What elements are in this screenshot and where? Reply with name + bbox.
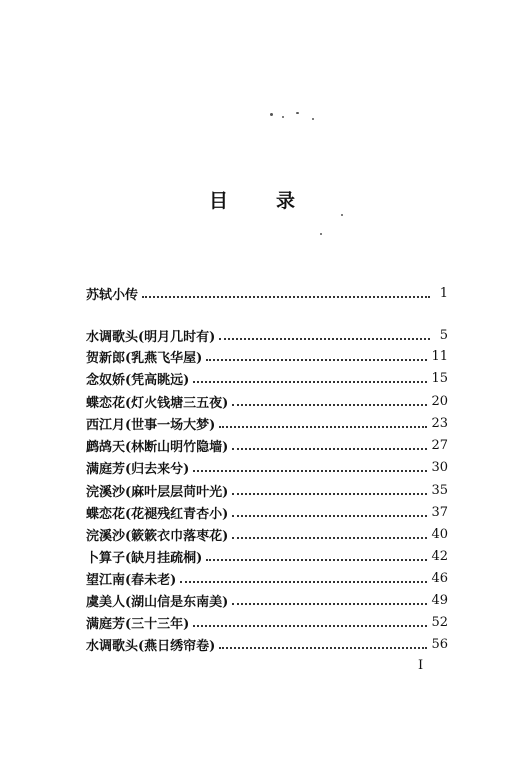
toc-entry-page: 52 bbox=[431, 614, 448, 630]
page-number: I bbox=[418, 658, 424, 673]
toc-entry-page: 40 bbox=[431, 526, 448, 542]
scan-speck bbox=[282, 116, 284, 118]
toc-entry-page: 35 bbox=[431, 482, 448, 498]
scan-speck bbox=[341, 214, 343, 216]
toc-entry-title: 卜算子(缺月挂疏桐) bbox=[86, 550, 203, 566]
dot-leader bbox=[232, 537, 427, 539]
toc-entry-page: 11 bbox=[431, 348, 448, 364]
toc-entry[interactable] bbox=[86, 413, 448, 433]
toc-entry-title: 贺新郎(乳燕飞华屋) bbox=[86, 350, 203, 366]
dot-leader bbox=[232, 515, 427, 517]
toc-entry-title: 西江月(世事一场大梦) bbox=[86, 417, 216, 433]
toc-entry-page: 46 bbox=[431, 570, 448, 586]
toc-entry[interactable] bbox=[86, 480, 448, 500]
toc-entry[interactable] bbox=[86, 524, 448, 544]
toc-entry-page: 30 bbox=[431, 459, 448, 475]
toc-entry[interactable] bbox=[86, 435, 448, 455]
dot-leader bbox=[193, 625, 427, 627]
toc-entry-title: 满庭芳(归去来兮) bbox=[86, 461, 190, 477]
toc-entry[interactable] bbox=[86, 283, 448, 303]
toc-entry[interactable] bbox=[86, 391, 448, 411]
title-char-left: 目 bbox=[208, 190, 230, 212]
toc-entry[interactable] bbox=[86, 546, 448, 566]
toc-entry-page: 1 bbox=[439, 285, 448, 301]
toc-entry-page: 37 bbox=[431, 504, 448, 520]
toc-entry-title: 满庭芳(三十三年) bbox=[86, 616, 190, 632]
toc-entry-title: 望江南(春未老) bbox=[86, 572, 177, 588]
toc-entry-title: 念奴娇(凭高眺远) bbox=[86, 372, 190, 388]
dot-leader bbox=[232, 603, 427, 605]
toc-entry[interactable] bbox=[86, 568, 448, 588]
dot-leader bbox=[180, 581, 427, 583]
toc-entry-title: 水调歌头(燕日绣帘卷) bbox=[86, 638, 216, 654]
toc-entry-title: 水调歌头(明月几时有) bbox=[86, 329, 216, 345]
toc-entry-title: 虞美人(湖山信是东南美) bbox=[86, 594, 229, 610]
toc-entry[interactable] bbox=[86, 325, 448, 345]
toc-entry[interactable] bbox=[86, 368, 448, 388]
dot-leader bbox=[206, 359, 427, 361]
dot-leader bbox=[232, 493, 427, 495]
dot-leader bbox=[219, 647, 427, 649]
toc-entry-page: 5 bbox=[439, 327, 448, 343]
scan-speck bbox=[270, 113, 273, 116]
dot-leader bbox=[219, 426, 427, 428]
title-char-right: 录 bbox=[276, 190, 298, 212]
dot-leader bbox=[142, 296, 430, 298]
toc-entry-page: 42 bbox=[431, 548, 448, 564]
toc-entry-page: 56 bbox=[431, 636, 448, 652]
dot-leader bbox=[193, 470, 427, 472]
toc-entry-page: 23 bbox=[431, 415, 448, 431]
toc-entry[interactable] bbox=[86, 502, 448, 522]
toc-entry-page: 20 bbox=[431, 393, 448, 409]
toc-entry[interactable] bbox=[86, 612, 448, 632]
scan-speck bbox=[312, 118, 314, 120]
scan-speck bbox=[320, 233, 322, 235]
toc-entry-title: 蝶恋花(灯火钱塘三五夜) bbox=[86, 395, 229, 411]
toc-entry[interactable] bbox=[86, 457, 448, 477]
toc-entry-title: 浣溪沙(麻叶层层苘叶光) bbox=[86, 484, 229, 500]
dot-leader bbox=[206, 559, 427, 561]
toc-entry-page: 49 bbox=[431, 592, 448, 608]
dot-leader bbox=[232, 448, 427, 450]
toc-entry[interactable] bbox=[86, 590, 448, 610]
page-title bbox=[0, 186, 506, 213]
toc-entry-page: 15 bbox=[431, 370, 448, 386]
dot-leader bbox=[193, 381, 427, 383]
dot-leader bbox=[232, 404, 427, 406]
toc-entry-title: 蝶恋花(花褪残红青杏小) bbox=[86, 506, 229, 522]
toc-entry-page: 27 bbox=[431, 437, 448, 453]
dot-leader bbox=[219, 338, 430, 340]
toc-entry[interactable] bbox=[86, 346, 448, 366]
toc-entry[interactable] bbox=[86, 634, 448, 654]
toc-entry-title: 浣溪沙(簌簌衣巾落枣花) bbox=[86, 528, 229, 544]
toc-entry-title: 苏轼小传 bbox=[86, 287, 139, 303]
scan-speck bbox=[296, 112, 299, 114]
toc-entry-title: 鹧鸪天(林断山明竹隐墙) bbox=[86, 439, 229, 455]
